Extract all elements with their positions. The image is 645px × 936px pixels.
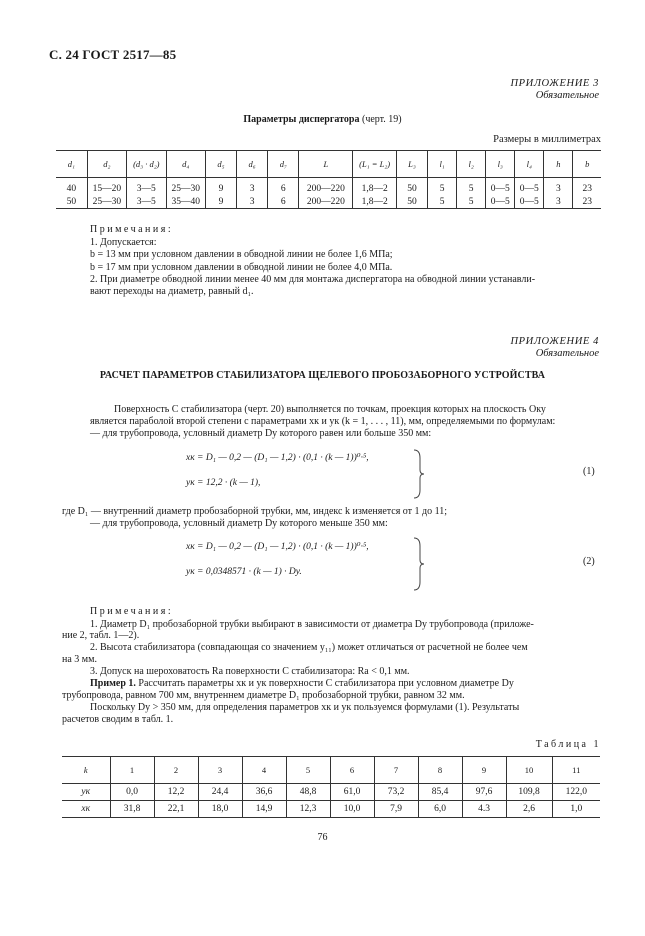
params-col: h — [544, 151, 573, 178]
params-title — [0, 114, 645, 125]
params-cell: 5 — [428, 178, 457, 196]
params-cell: 0—5 — [515, 195, 544, 209]
table-1-col: 11 — [552, 757, 600, 784]
params-cell: 6 — [268, 195, 299, 209]
table-1-label: Таблица 1 — [535, 739, 601, 750]
table-1-cell: 10,0 — [330, 801, 374, 818]
table-1-header — [62, 757, 600, 784]
params-units: Размеры в миллиметрах — [493, 134, 601, 145]
brace-1 — [412, 448, 426, 500]
params-cell: 3 — [544, 195, 573, 209]
params-col: l₄ — [515, 151, 544, 178]
table-1-cell: 4.3 — [462, 801, 506, 818]
table-1-col: 7 — [374, 757, 418, 784]
table-1-col: 3 — [198, 757, 242, 784]
table-1-cell: 48,8 — [286, 784, 330, 801]
params-cell: 3 — [544, 178, 573, 196]
notes-2-line: 2. Высота стабилизатора (совпадающая со значением y₁₁) может отличаться от расчетной не более чем — [90, 642, 528, 653]
equation-number-2: (2) — [583, 556, 595, 567]
table-row — [62, 784, 600, 801]
page-number: 76 — [317, 832, 328, 843]
section-line: Поверхность C стабилизатора (черт. 20) выполняется по точкам, проекция которых на плоскость Oку — [114, 404, 546, 415]
table-1 — [62, 756, 600, 818]
params-col: (L₁ = L₂) — [353, 151, 397, 178]
table-1-cell: 73,2 — [374, 784, 418, 801]
table-1-cell: 85,4 — [418, 784, 462, 801]
appendix-3-label — [510, 78, 599, 102]
params-col: d₄ — [166, 151, 205, 178]
notes-1-line: b = 13 мм при условном давлении в обводной линии не более 1,6 МПа; — [90, 249, 393, 260]
params-col: b — [573, 151, 601, 178]
notes-1-line: вают переходы на диаметр, равный d₁. — [90, 286, 254, 297]
table-1-col: 2 — [154, 757, 198, 784]
params-cell: 0—5 — [515, 178, 544, 196]
table-1-cell: 1,0 — [552, 801, 600, 818]
table-1-col: 4 — [242, 757, 286, 784]
params-cell: 23 — [573, 178, 601, 196]
table-1-row-label: xк — [81, 804, 91, 814]
table-row — [56, 178, 601, 196]
table-1-cell: 22,1 — [154, 801, 198, 818]
notes-1-line: 1. Допускается: — [90, 236, 157, 248]
example-line — [90, 678, 602, 691]
params-cell: 200—220 — [299, 178, 353, 196]
params-title-ref: (черт. 19) — [362, 114, 402, 125]
section-line: — для трубопровода, условный диаметр Dу которого равен или больше 350 мм: — [90, 428, 432, 439]
params-cell: 25—30 — [87, 195, 126, 209]
brace-2 — [412, 536, 426, 592]
table-1-cell: 97,6 — [462, 784, 506, 801]
example-bold: Пример 1. — [90, 678, 136, 689]
notes-2-line: 1. Диаметр D₁ пробозаборной трубки выбирают в зависимости от диаметра Dу трубопровода (приложе- — [90, 618, 534, 630]
section-line: является параболой второй степени с параметрами xк и yк (k = 1, . . . , 11), мм, определяемыми по формулам: — [90, 416, 556, 427]
table-1-cell: 24,4 — [198, 784, 242, 801]
table-1-col: 6 — [330, 757, 374, 784]
table-1-cell: 61,0 — [330, 784, 374, 801]
formula-2a: xк = D₁ — 0,2 — (D₁ — 1,2) · (0,1 · (k — 1))⁰·⁵, — [186, 542, 369, 552]
params-cell: 200—220 — [299, 195, 353, 209]
params-cell: 35—40 — [166, 195, 205, 209]
params-col: d₁ — [56, 151, 87, 178]
example-text: Рассчитать параметры xк и yк поверхности C стабилизатора при условном диаметре Dу — [138, 678, 514, 689]
table-1-cell: 12,3 — [286, 801, 330, 818]
params-col: l₃ — [486, 151, 515, 178]
example-line: расчетов сводим в табл. 1. — [62, 714, 174, 725]
params-cell: 5 — [457, 178, 486, 196]
section-line: где D₁ — внутренний диаметр пробозаборной трубки, мм, индекс k изменяется от 1 до 11; — [62, 506, 448, 517]
notes-1-heading: Примечания: — [90, 224, 174, 235]
formula-1b: yк = 12,2 · (k — 1), — [186, 478, 261, 488]
formula-1a: xк = D₁ — 0,2 — (D₁ — 1,2) · (0,1 · (k — 1))⁰·⁵, — [186, 453, 369, 463]
params-cell: 1,8—2 — [353, 178, 397, 196]
section-intro — [90, 404, 600, 417]
appendix-3-title: ПРИЛОЖЕНИЕ 3 — [510, 78, 599, 89]
params-cell: 3—5 — [127, 178, 166, 196]
notes-1-line: 2. При диаметре обводной линии менее 40 мм для монтажа диспергатора на обводной линии устанавли- — [90, 274, 536, 285]
params-cell: 5 — [428, 195, 457, 209]
table-1-cell: 36,6 — [242, 784, 286, 801]
table-1-cell: 12,2 — [154, 784, 198, 801]
params-col: d₇ — [268, 151, 299, 178]
params-cell: 40 — [66, 183, 77, 194]
equation-number-1: (1) — [583, 466, 595, 477]
appendix-3-status: Обязательное — [535, 90, 599, 101]
table-1-cell: 18,0 — [198, 801, 242, 818]
params-cell: 50 — [396, 195, 427, 209]
params-col: L — [299, 151, 353, 178]
params-col: l₁ — [428, 151, 457, 178]
table-1-cell: 31,8 — [110, 801, 154, 818]
table-1-col: k — [62, 757, 110, 784]
params-col: d₂ — [87, 151, 126, 178]
notes-1 — [90, 224, 600, 287]
params-cell: 3 — [237, 178, 268, 196]
table-1-cell: 109,8 — [506, 784, 552, 801]
table-row — [62, 801, 600, 818]
params-cell: 3 — [237, 195, 268, 209]
params-cell: 25—30 — [166, 178, 205, 196]
appendix-4-label — [510, 336, 599, 360]
params-cell: 6 — [268, 178, 299, 196]
notes-2-line: ние 2, табл. 1—2). — [62, 630, 140, 641]
params-cell: 3—5 — [127, 195, 166, 209]
notes-1-line: b = 17 мм при условном давлении в обводной линии не более 4,0 МПа. — [90, 261, 393, 273]
example-line: трубопровода, равном 700 мм, внутреннем диаметре D₁ пробозаборной трубки, равном 32 мм. — [62, 690, 465, 701]
params-cell: 15—20 — [87, 178, 126, 196]
table-1-cell: 2,6 — [506, 801, 552, 818]
notes-2-line: на 3 мм. — [62, 654, 97, 665]
table-1-cell: 7,9 — [374, 801, 418, 818]
params-cell: 23 — [573, 195, 601, 209]
params-col: d₆ — [237, 151, 268, 178]
table-1-col: 1 — [110, 757, 154, 784]
table-1-cell: 122,0 — [552, 784, 600, 801]
table-1-col: 8 — [418, 757, 462, 784]
appendix-4-status: Обязательное — [535, 348, 599, 359]
params-cell: 50 — [66, 196, 77, 207]
table-1-col: 9 — [462, 757, 506, 784]
params-title-bold: Параметры диспергатора — [243, 114, 360, 125]
notes-2-heading: Примечания: — [90, 606, 174, 617]
params-cell: 1,8—2 — [353, 195, 397, 209]
appendix-4-title: ПРИЛОЖЕНИЕ 4 — [510, 336, 599, 347]
params-table — [56, 150, 601, 209]
params-col: d₅ — [205, 151, 236, 178]
formula-2b: yк = 0,0348571 · (k — 1) · Dу. — [186, 567, 302, 577]
params-table-header — [56, 151, 601, 178]
section-line: — для трубопровода, условный диаметр Dу которого меньше 350 мм: — [90, 518, 388, 529]
params-cell: 9 — [205, 195, 236, 209]
example-line: Поскольку Dу > 350 мм, для определения параметров xк и yк пользуемся формулами (1). Результаты — [90, 702, 520, 713]
table-1-cell: 6,0 — [418, 801, 462, 818]
table-1-cell: 0,0 — [110, 784, 154, 801]
notes-2-line: 3. Допуск на шероховатость Ra поверхности C стабилизатора: Ra < 0,1 мм. — [90, 666, 410, 677]
params-cell: 9 — [205, 178, 236, 196]
table-1-cell: 14,9 — [242, 801, 286, 818]
table-row — [56, 195, 601, 209]
params-cell: 50 — [396, 178, 427, 196]
params-col: l₂ — [457, 151, 486, 178]
params-cell: 5 — [457, 195, 486, 209]
params-cell: 0—5 — [486, 178, 515, 196]
params-col: (d₃ · d₂) — [127, 151, 166, 178]
section-title: РАСЧЕТ ПАРАМЕТРОВ СТАБИЛИЗАТОРА ЩЕЛЕВОГО ПРОБОЗАБОРНОГО УСТРОЙСТВА — [99, 370, 546, 381]
table-1-row-label: yк — [62, 784, 110, 801]
params-cell: 0—5 — [486, 195, 515, 209]
table-1-col: 5 — [286, 757, 330, 784]
table-1-col: 10 — [506, 757, 552, 784]
notes-2 — [90, 606, 602, 631]
params-col: L₃ — [396, 151, 427, 178]
page-header: С. 24 ГОСТ 2517—85 — [49, 47, 177, 62]
